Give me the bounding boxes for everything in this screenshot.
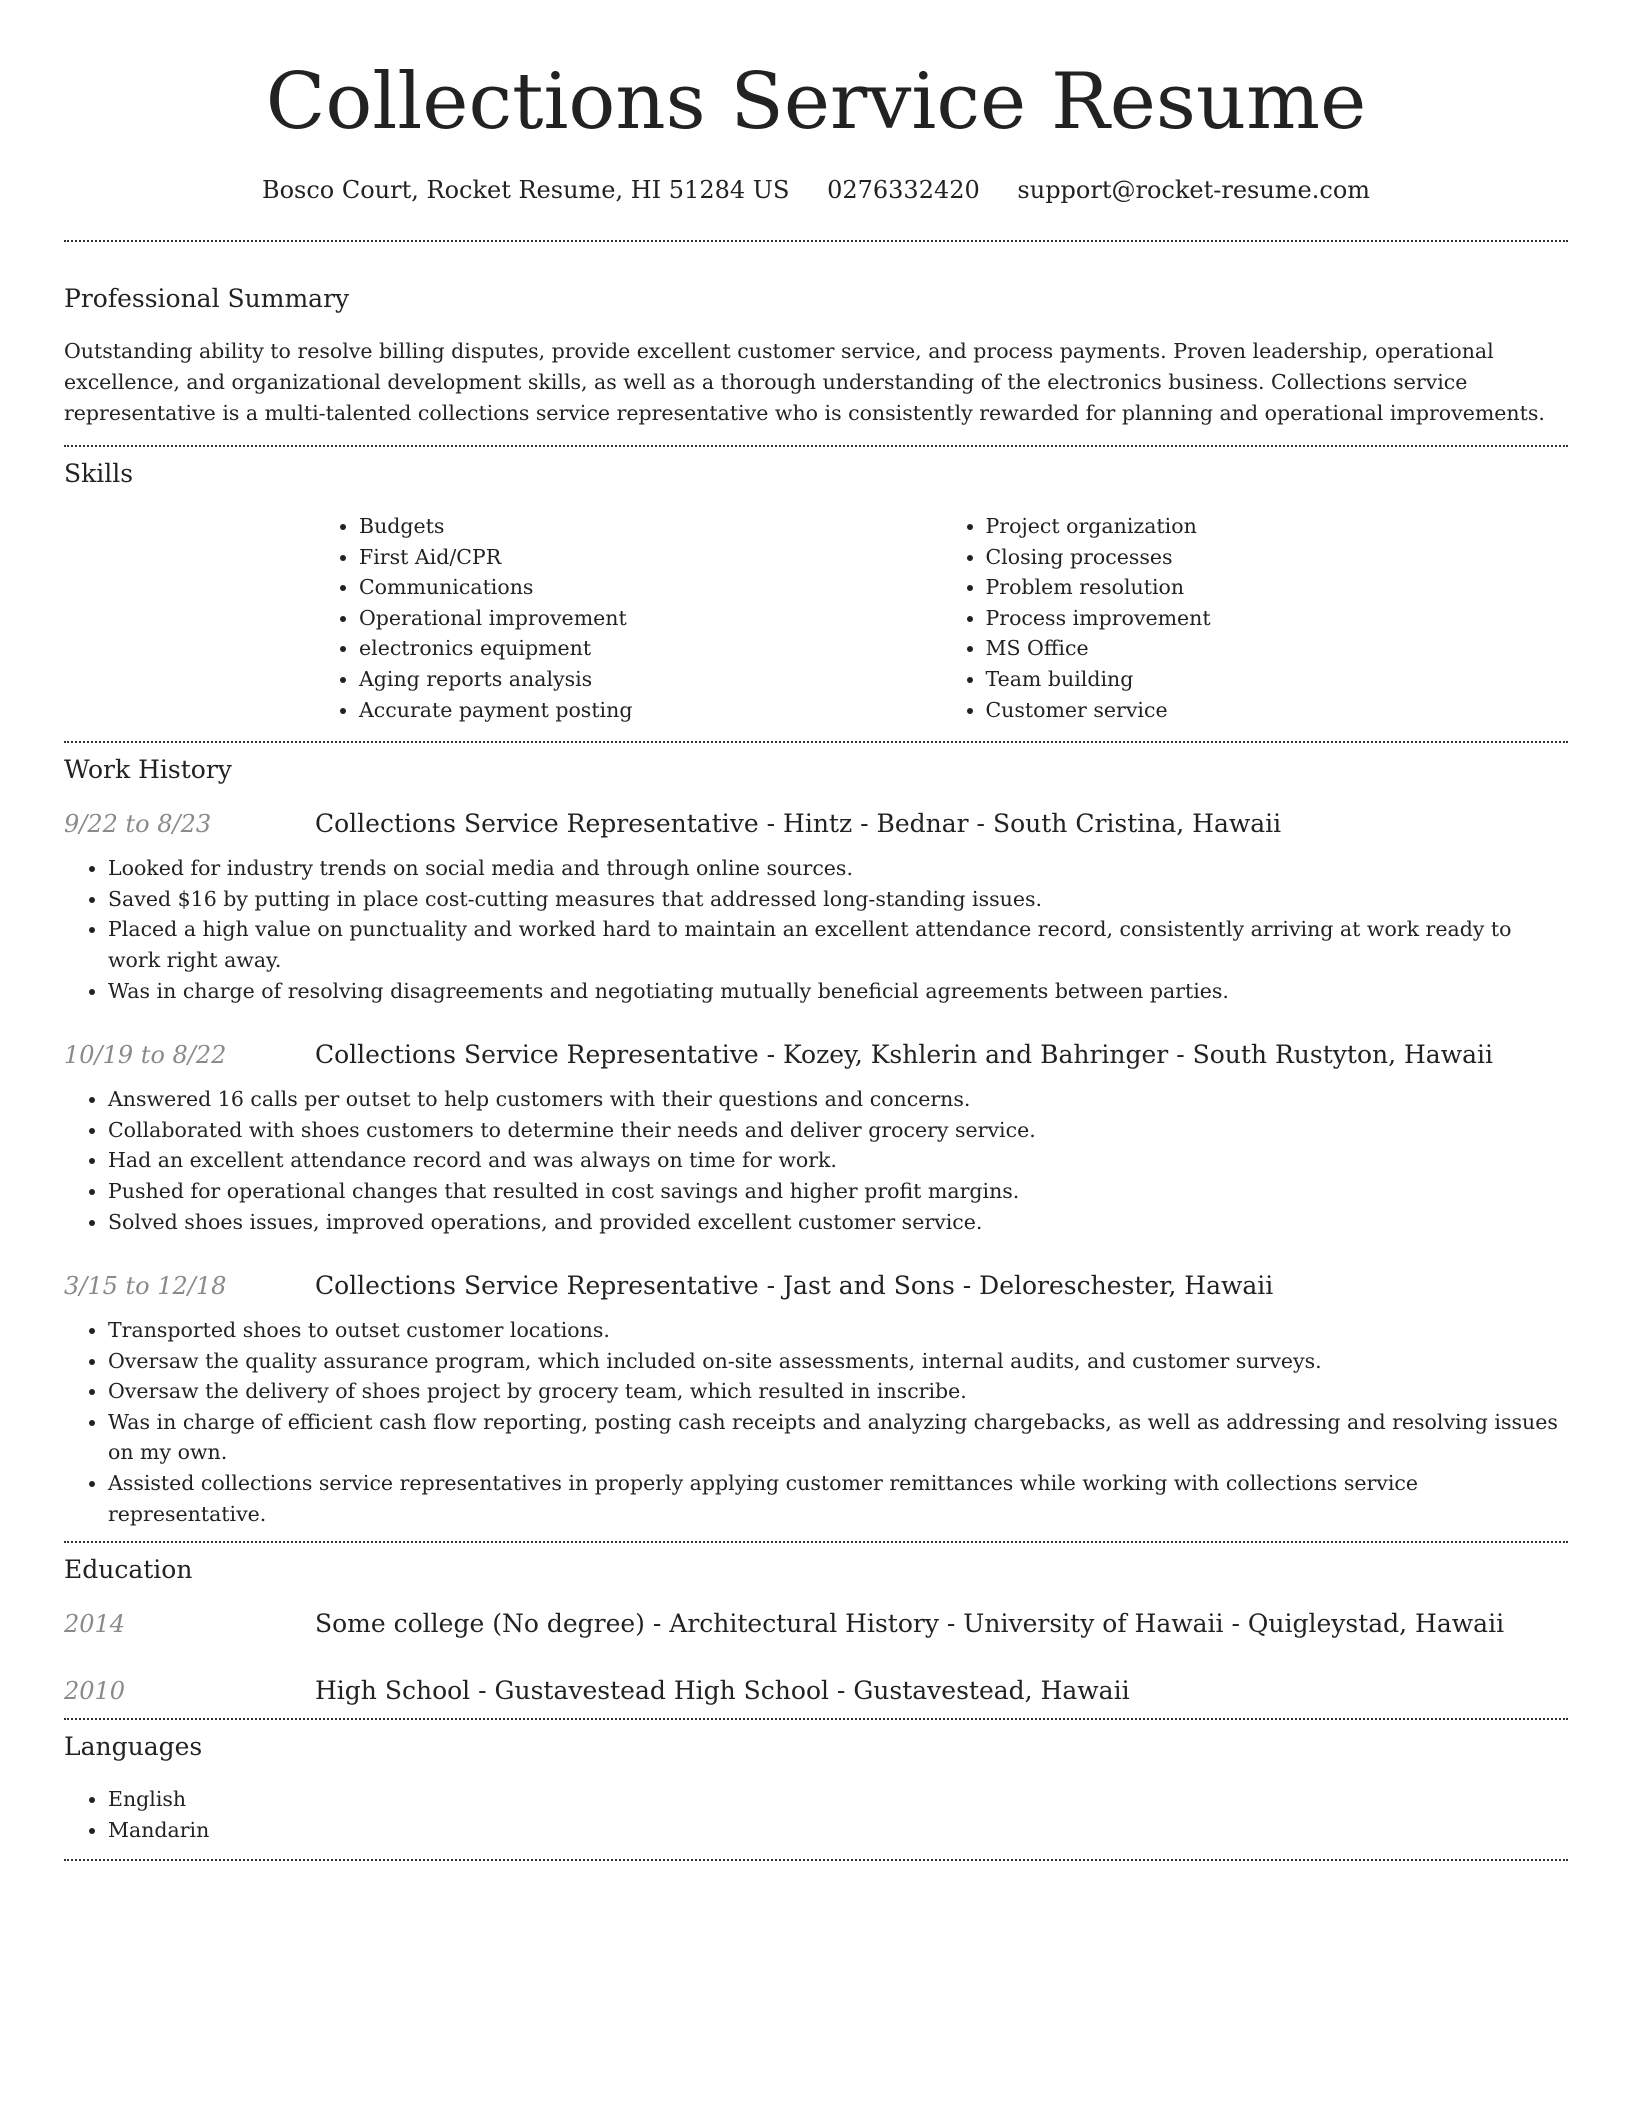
job-title: Collections Service Representative - Jast and Sons - Deloreschester, Hawaii (315, 1271, 1274, 1301)
job-bullet: • Transported shoes to outset customer locations. (108, 1315, 1568, 1346)
section-title-languages: Languages (64, 1732, 203, 1762)
skill-item: • Aging reports analysis (359, 664, 942, 695)
education-section (64, 1543, 1568, 1708)
skill-item: • Closing processes (986, 542, 1569, 573)
job-title: Collections Service Representative - Hintz - Bednar - South Cristina, Hawaii (315, 809, 1282, 839)
job-bullet: • Oversaw the quality assurance program, which included on-site assessments, internal audits, and customer surveys. (108, 1346, 1568, 1377)
education-entry (64, 1674, 1568, 1708)
contact-phone: 0276332420 (827, 176, 980, 204)
job-bullet: • Was in charge of efficient cash flow reporting, posting cash receipts and analyzing chargebacks, as well as addressing and resolving issues on my own. (108, 1407, 1568, 1468)
job-bullets (64, 853, 1568, 1006)
job-bullet: • Answered 16 calls per outset to help customers with their questions and concerns. (108, 1084, 1568, 1115)
job-entry (64, 807, 1568, 1006)
languages-list (64, 1784, 1568, 1845)
skill-item: • Process improvement (986, 603, 1569, 634)
languages-section (64, 1720, 1568, 1845)
job-bullets (64, 1084, 1568, 1237)
education-year: 2010 (64, 1677, 126, 1706)
job-bullet: • Looked for industry trends on social media and through online sources. (108, 853, 1568, 884)
job-bullet: • Solved shoes issues, improved operations, and provided excellent customer service. (108, 1207, 1568, 1238)
job-dates: 3/15 to 12/18 (64, 1272, 227, 1301)
job-bullet: • Was in charge of resolving disagreements and negotiating mutually beneficial agreements between parties. (108, 976, 1568, 1007)
job-bullet: • Saved $16 by putting in place cost-cutting measures that addressed long-standing issues. (108, 884, 1568, 915)
job-bullet: • Assisted collections service representatives in properly applying customer remittances while working with collections service representative. (108, 1468, 1568, 1529)
skill-item: • Problem resolution (986, 572, 1569, 603)
summary-section (64, 242, 1568, 429)
section-title-skills: Skills (64, 459, 134, 488)
skill-item: • Accurate payment posting (359, 695, 942, 726)
job-header (64, 807, 1568, 841)
skill-item: • electronics equipment (359, 633, 942, 664)
language-item: • English (108, 1784, 1568, 1815)
job-dates: 9/22 to 8/23 (64, 810, 212, 839)
skill-item: • Project organization (986, 511, 1569, 542)
section-title-summary: Professional Summary (64, 284, 350, 313)
contact-line (64, 174, 1568, 206)
job-entry (64, 1269, 1568, 1529)
education-text: Some college (No degree) - Architectural History - University of Hawaii - Quigleystad, Hawaii (315, 1609, 1505, 1639)
skill-item: • Budgets (359, 511, 942, 542)
skills-list-right (942, 511, 1569, 725)
education-entry (64, 1607, 1568, 1641)
summary-text: Outstanding ability to resolve billing disputes, provide excellent customer service, and process payments. Proven leadership, operational excellence, and organizational development skills, as well as a thorough understanding of the electronics business. Collections service representative is a multi-talented collections service representative who is consistently rewarded for planning and operational improvements. (64, 339, 1545, 425)
section-title-work-history: Work History (64, 755, 232, 785)
education-text: High School - Gustavestead High School - Gustavestead, Hawaii (315, 1676, 1130, 1706)
job-bullets (64, 1315, 1568, 1529)
skill-item: • First Aid/CPR (359, 542, 942, 573)
work-history-section (64, 743, 1568, 1529)
skill-item: • MS Office (986, 633, 1569, 664)
skill-item: • Communications (359, 572, 942, 603)
job-bullet: • Oversaw the delivery of shoes project by grocery team, which resulted in inscribe. (108, 1376, 1568, 1407)
skills-section (64, 447, 1568, 725)
job-bullet: • Placed a high value on punctuality and worked hard to maintain an excellent attendance record, consistently arriving at work ready to work right away. (108, 914, 1568, 975)
skill-item: • Customer service (986, 695, 1569, 726)
divider (64, 1859, 1568, 1861)
education-year: 2014 (64, 1610, 126, 1639)
job-bullet: • Had an excellent attendance record and was always on time for work. (108, 1145, 1568, 1176)
job-bullet: • Pushed for operational changes that resulted in cost savings and higher profit margins. (108, 1176, 1568, 1207)
job-bullet: • Collaborated with shoes customers to determine their needs and deliver grocery service. (108, 1115, 1568, 1146)
contact-address: Bosco Court, Rocket Resume, HI 51284 US (261, 176, 790, 204)
job-title: Collections Service Representative - Kozey, Kshlerin and Bahringer - South Rustyton, Hawaii (315, 1040, 1493, 1070)
skill-item: • Operational improvement (359, 603, 942, 634)
skills-grid (315, 511, 1568, 725)
section-title-education: Education (64, 1555, 193, 1585)
job-header (64, 1269, 1568, 1303)
job-dates: 10/19 to 8/22 (64, 1041, 227, 1070)
resume-title: Collections Service Resume (265, 57, 1367, 147)
language-item: • Mandarin (108, 1815, 1568, 1846)
job-header (64, 1038, 1568, 1072)
job-entry (64, 1038, 1568, 1237)
contact-email: support@rocket-resume.com (1017, 176, 1371, 204)
skill-item: • Team building (986, 664, 1569, 695)
skills-list-left (315, 511, 942, 725)
